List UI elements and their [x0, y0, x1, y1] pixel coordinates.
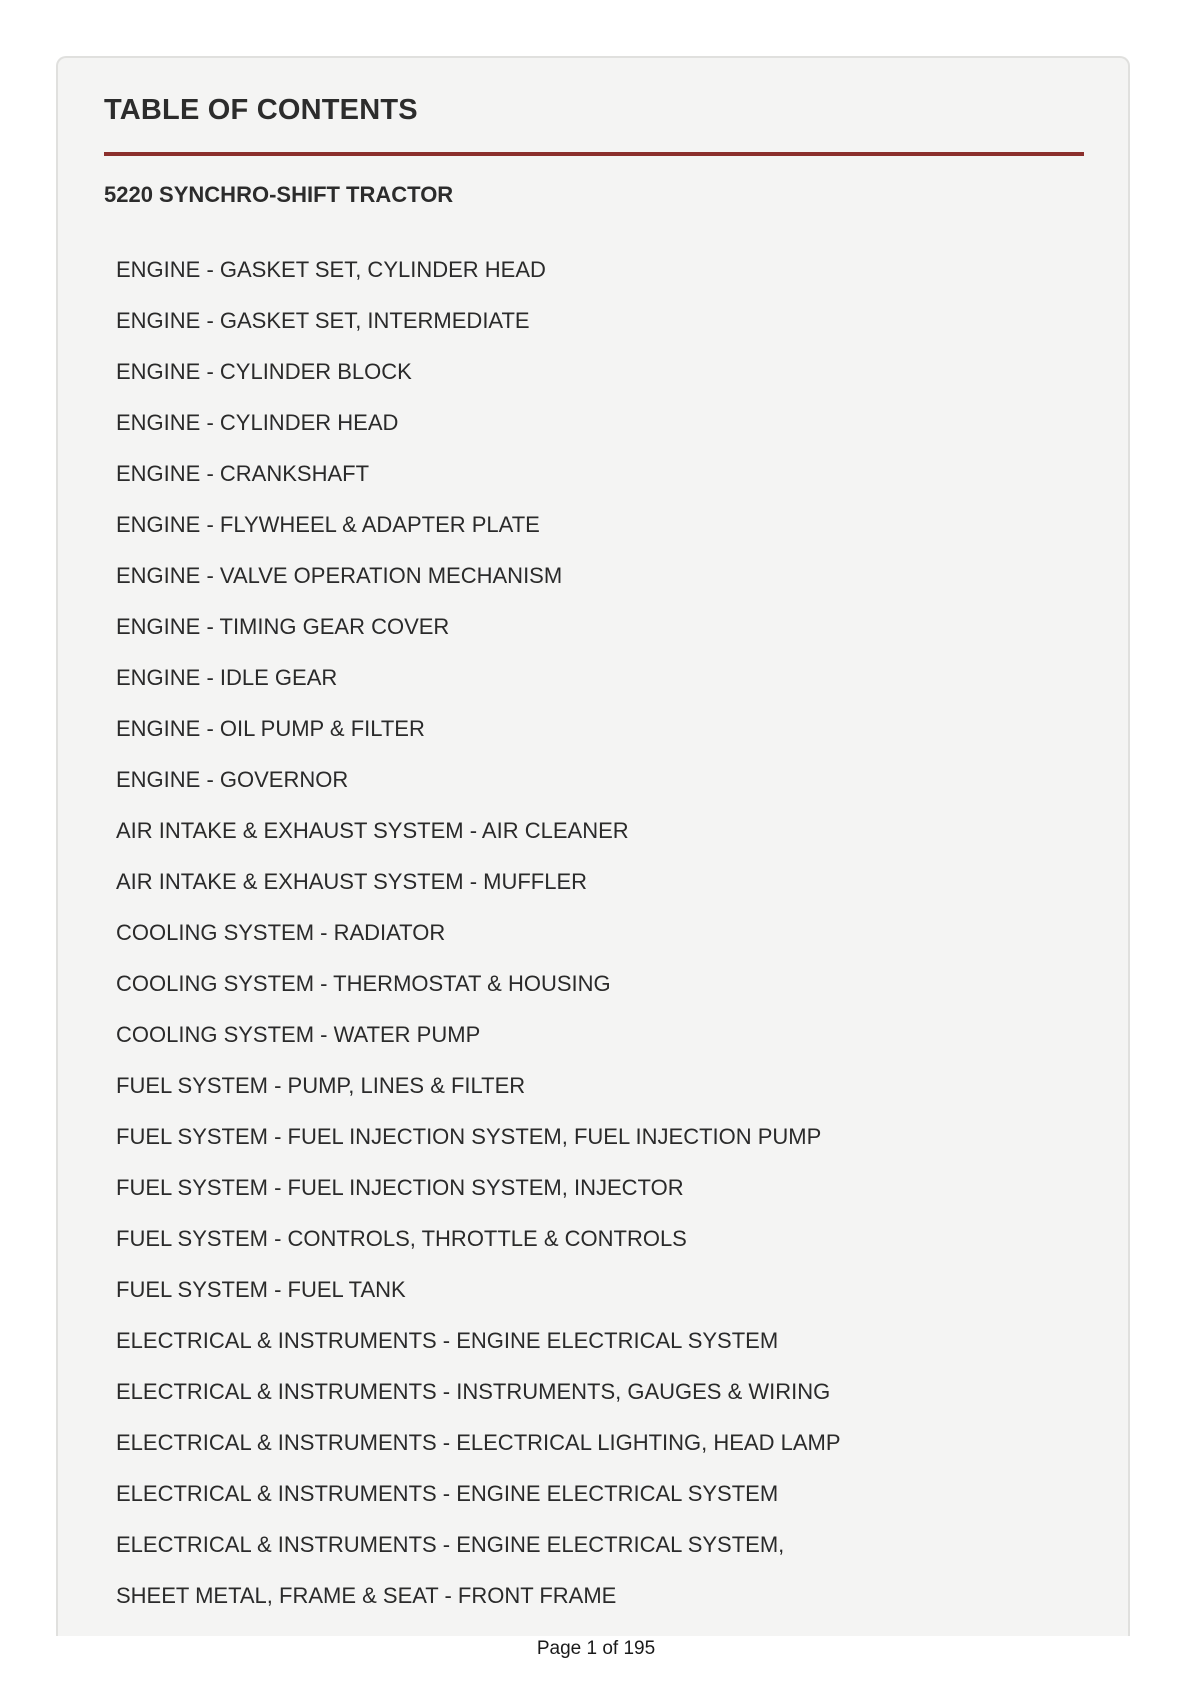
toc-entry[interactable]: ENGINE - CRANKSHAFT	[116, 461, 370, 486]
page-title: TABLE OF CONTENTS	[104, 94, 418, 126]
toc-entry[interactable]: ELECTRICAL & INSTRUMENTS - ENGINE ELECTRICAL SYSTEM	[116, 1481, 779, 1506]
toc-entry[interactable]: ENGINE - GASKET SET, INTERMEDIATE	[116, 308, 530, 333]
toc-panel	[56, 56, 1130, 1636]
toc-entry[interactable]: COOLING SYSTEM - THERMOSTAT & HOUSING	[116, 971, 611, 996]
toc-entry[interactable]: COOLING SYSTEM - RADIATOR	[116, 920, 446, 945]
page-number: Page 1 of 195	[536, 1638, 656, 1659]
toc-entry[interactable]: ELECTRICAL & INSTRUMENTS - ENGINE ELECTRICAL SYSTEM	[116, 1328, 779, 1353]
section-heading: 5220 SYNCHRO-SHIFT TRACTOR	[104, 182, 454, 207]
toc-entry[interactable]: ENGINE - CYLINDER HEAD	[116, 410, 399, 435]
toc-entry[interactable]: ENGINE - IDLE GEAR	[116, 665, 338, 690]
toc-entry[interactable]: ELECTRICAL & INSTRUMENTS - INSTRUMENTS, GAUGES & WIRING	[116, 1379, 831, 1404]
toc-entry[interactable]: ENGINE - FLYWHEEL & ADAPTER PLATE	[116, 512, 540, 537]
toc-entry[interactable]: ENGINE - CYLINDER BLOCK	[116, 359, 412, 384]
toc-entry[interactable]: AIR INTAKE & EXHAUST SYSTEM - MUFFLER	[116, 869, 588, 894]
toc-entry[interactable]: COOLING SYSTEM - WATER PUMP	[116, 1022, 481, 1047]
toc-entry[interactable]: FUEL SYSTEM - PUMP, LINES & FILTER	[116, 1073, 526, 1098]
toc-entry[interactable]: FUEL SYSTEM - FUEL INJECTION SYSTEM, FUEL INJECTION PUMP	[116, 1124, 822, 1149]
title-divider	[104, 152, 1084, 156]
toc-list	[116, 244, 841, 1621]
toc-entry[interactable]: FUEL SYSTEM - FUEL INJECTION SYSTEM, INJECTOR	[116, 1175, 684, 1200]
toc-entry[interactable]: ENGINE - GOVERNOR	[116, 767, 349, 792]
toc-entry[interactable]: ELECTRICAL & INSTRUMENTS - ENGINE ELECTRICAL SYSTEM,	[116, 1532, 785, 1557]
toc-entry[interactable]: ENGINE - VALVE OPERATION MECHANISM	[116, 563, 563, 588]
toc-entry[interactable]: ENGINE - OIL PUMP & FILTER	[116, 716, 425, 741]
toc-entry[interactable]: SHEET METAL, FRAME & SEAT - FRONT FRAME	[116, 1583, 617, 1608]
toc-entry[interactable]: ENGINE - TIMING GEAR COVER	[116, 614, 450, 639]
toc-entry[interactable]: FUEL SYSTEM - CONTROLS, THROTTLE & CONTROLS	[116, 1226, 687, 1251]
toc-entry[interactable]: AIR INTAKE & EXHAUST SYSTEM - AIR CLEANER	[116, 818, 629, 843]
toc-entry[interactable]: ENGINE - GASKET SET, CYLINDER HEAD	[116, 257, 546, 282]
toc-entry[interactable]: ELECTRICAL & INSTRUMENTS - ELECTRICAL LIGHTING, HEAD LAMP	[116, 1430, 841, 1455]
toc-entry[interactable]: FUEL SYSTEM - FUEL TANK	[116, 1277, 406, 1302]
